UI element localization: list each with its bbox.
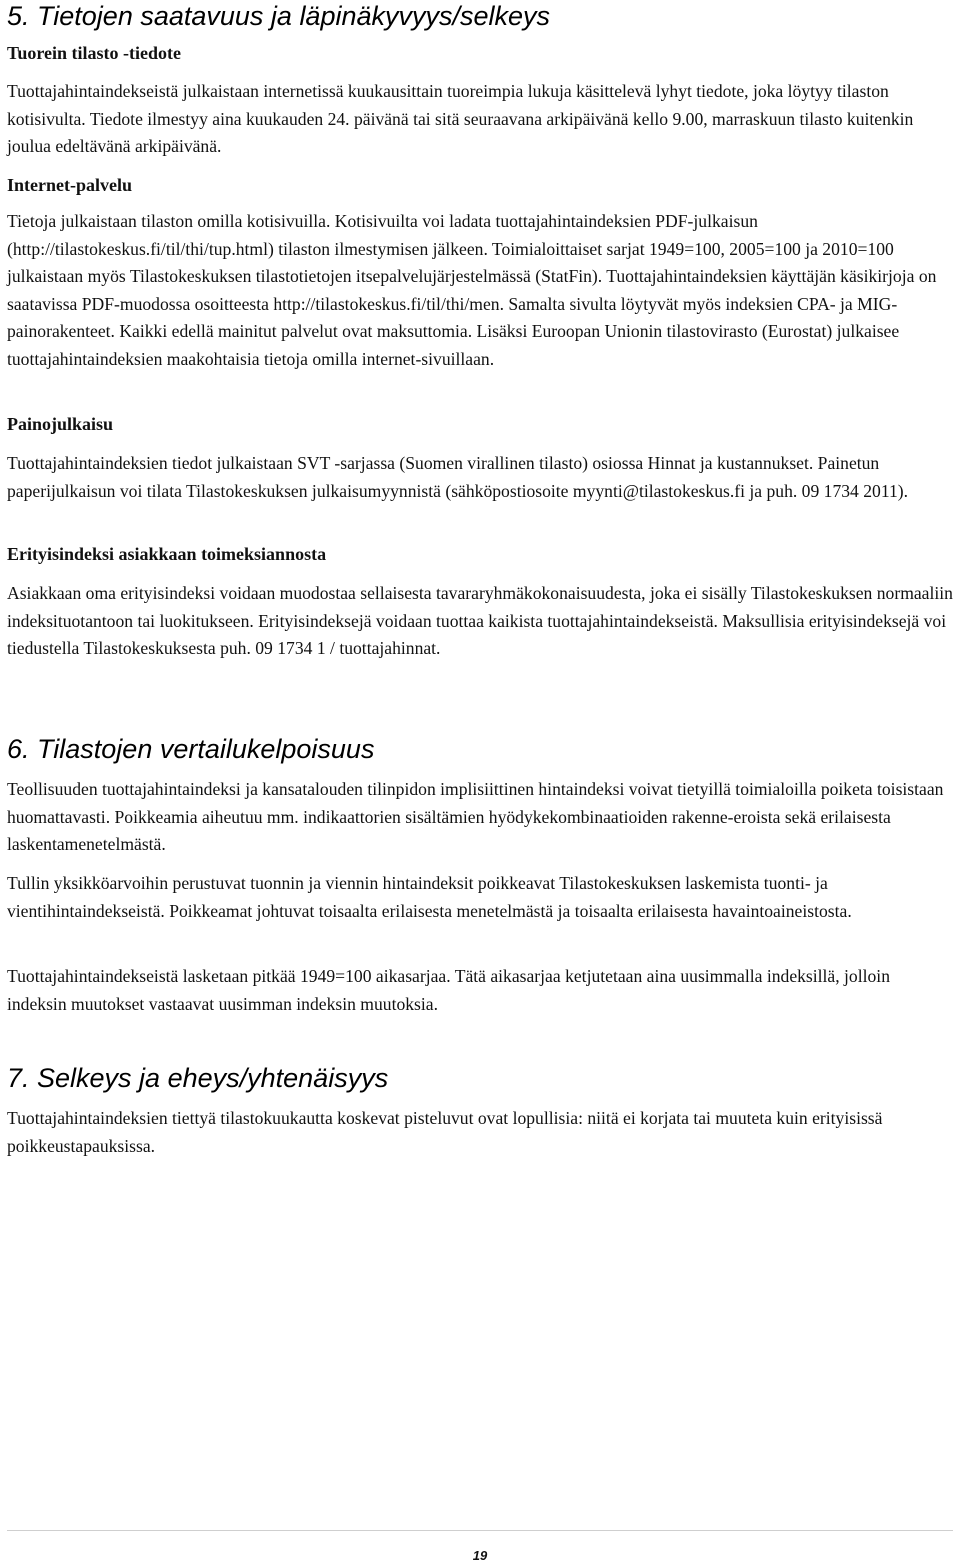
paragraph-vertailu-1: Teollisuuden tuottajahintaindeksi ja kansatalouden tilinpidon implisiittinen hintaindeksi voivat tietyillä toimialoilla poiketa toisistaan huomattavasti. Poikkeamia aiheutuu mm. indikaattorien sisältämien hyödykekombinaatioiden rakenne-eroista sekä erilaisesta laskentamenetelmästä. [7,779,944,854]
paragraph-painojulkaisu: Tuottajahintaindeksien tiedot julkaistaan SVT -sarjassa (Suomen virallinen tilasto) osiossa Hinnat ja kustannukset. Painetun paperijulkaisun voi tilata Tilastokeskuksen julkaisumyynnistä (sähköpostiosoite myynti@tilastokeskus.fi ja puh. 09 1734 2011). [7,453,909,501]
section-5-title: 5. Tietojen saatavuus ja läpinäkyvyys/selkeys [7,1,551,31]
paragraph-vertailu-3: Tuottajahintaindekseistä lasketaan pitkää 1949=100 aikasarjaa. Tätä aikasarjaa ketjutetaan aina uusimmalla indeksillä, jolloin indeksin muutokset vastaavat uusimman indeksin muutoksia. [7,966,890,1014]
subsection-heading-tiedote: Tuorein tilasto -tiedote [7,43,181,63]
paragraph-selkeys: Tuottajahintaindeksien tiettyä tilastokuukautta koskevat pisteluvut ovat lopullisia: niitä ei korjata tai muuteta kuin erityisissä poikkeustapauksissa. [7,1108,883,1156]
section-7-title: 7. Selkeys ja eheys/yhtenäisyys [7,1063,389,1093]
subsection-heading-internet: Internet-palvelu [7,175,132,195]
subsection-heading-painojulkaisu: Painojulkaisu [7,414,114,434]
page-number: 19 [472,1548,488,1563]
paragraph-internet: Tietoja julkaistaan tilaston omilla kotisivuilla. Kotisivuilta voi ladata tuottajahintaindeksien PDF-julkaisun (http://tilastokeskus.fi/til/thi/tup.html) tilaston ilmestymisen jälkeen. Toimialoittaiset sarjat 1949=100, 2005=100 ja 2010=100 julkaistaan myös Tilastokeskuksen tilastotietojen itsepalvelujärjestelmässä (StatFin). Tuottajahintaindeksien käyttäjän käsikirjoja on saatavissa PDF-muodossa osoitteesta http://tilastokeskus.fi/til/thi/men. Samalta sivulta löytyvät myös indeksien CPA- ja MIG-painorakenteet. Kaikki edellä mainitut palvelut ovat maksuttomia. Lisäksi Euroopan Unionin tilastovirasto (Eurostat) julkaisee tuottajahintaindeksien maakohtaisia tietoja omilla internet-sivuillaan. [7,211,937,369]
subsection-heading-erityisindeksi: Erityisindeksi asiakkaan toimeksiannosta [7,544,327,564]
section-6-title: 6. Tilastojen vertailukelpoisuus [7,734,375,764]
paragraph-vertailu-2: Tullin yksikköarvoihin perustuvat tuonnin ja viennin hintaindeksit poikkeavat Tilastokeskuksen laskemista tuonti- ja vientihintaindekseistä. Poikkeamat johtuvat toisaalta erilaisesta menetelmästä ja toisaalta erilaisesta havaintoaineistosta. [7,873,852,921]
paragraph-tiedote: Tuottajahintaindekseistä julkaistaan internetissä kuukausittain tuoreimpia lukuja käsittelevä lyhyt tiedote, joka löytyy tilaston kotisivulta. Tiedote ilmestyy aina kuukauden 24. päivänä tai sitä seuraavana arkipäivänä kello 9.00, marraskuun tilasto kuitenkin joulua edeltävänä arkipäivänä. [7,81,914,156]
footer-divider [7,1530,953,1531]
paragraph-erityisindeksi: Asiakkaan oma erityisindeksi voidaan muodostaa sellaisesta tavararyhmäkokonaisuudesta, joka ei sisälly Tilastokeskuksen normaaliin indeksituotantoon tai luokitukseen. Erityisindeksejä voidaan tuottaa kaikista tuottajahintaindekseistä. Maksullisia erityisindeksejä voi tiedustella Tilastokeskuksesta puh. 09 1734 1 / tuottajahinnat. [7,583,953,658]
